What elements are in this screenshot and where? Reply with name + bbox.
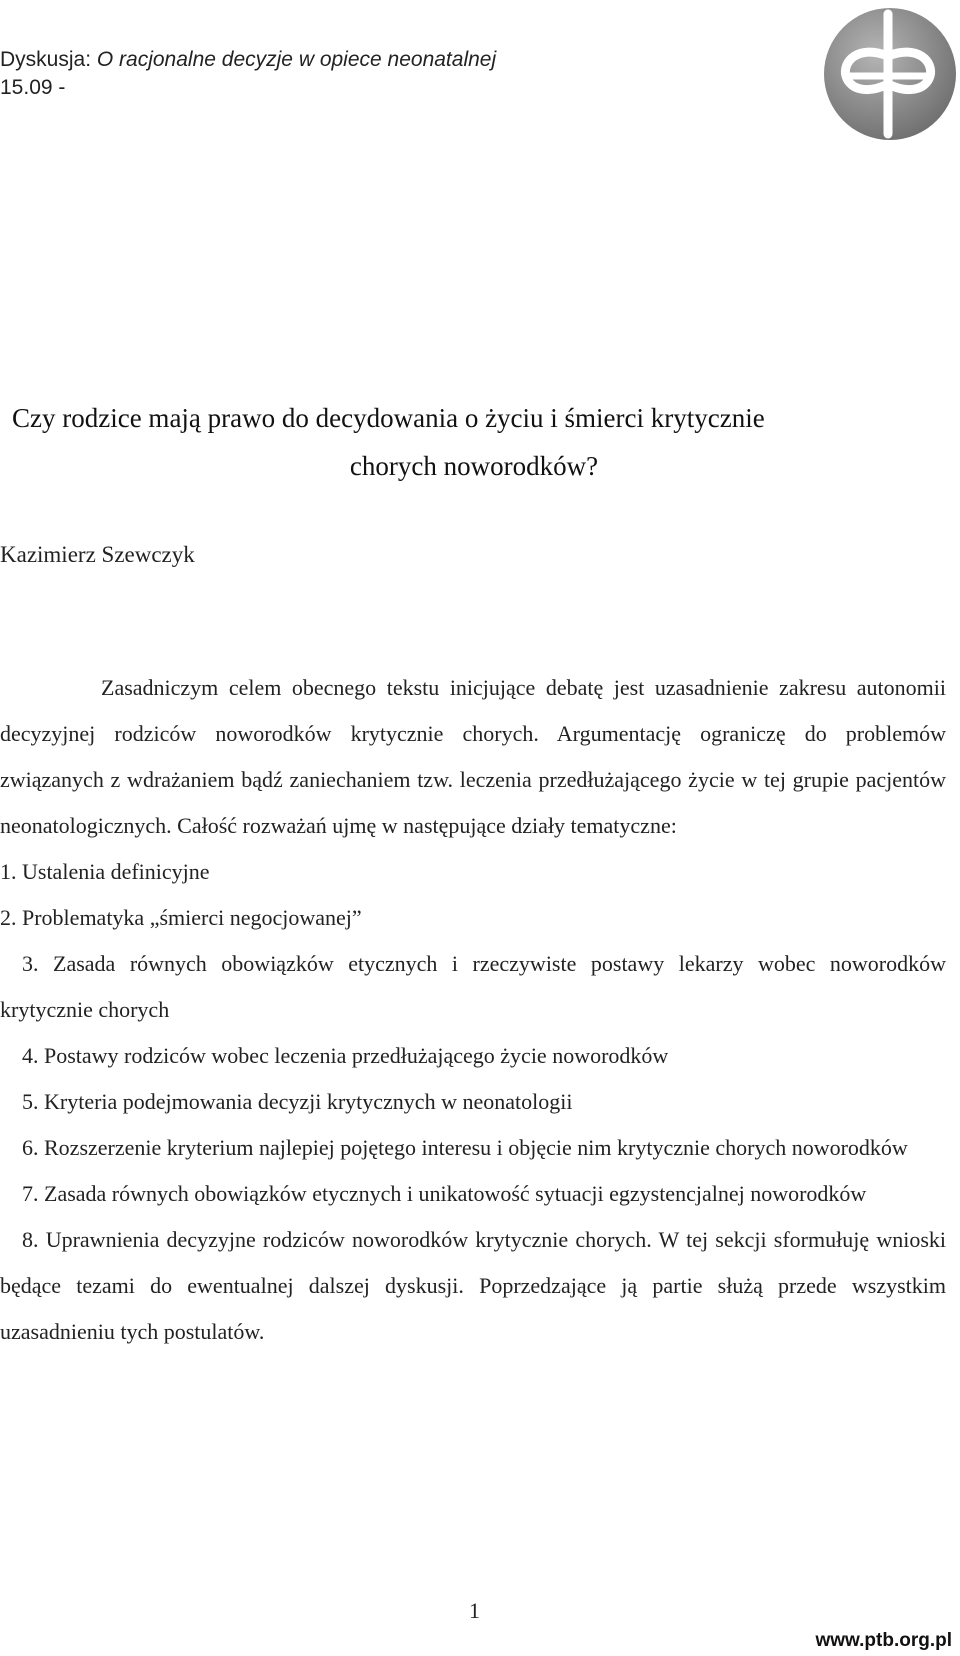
header-label: Dyskusja: — [0, 48, 92, 71]
list-item: 6. Rozszerzenie kryterium najlepiej pojętego interesu i objęcie nim krytycznie chorych noworodków — [22, 1135, 908, 1160]
title-line-2: chorych noworodków? — [349, 451, 599, 481]
ptb-logo-graphic — [818, 4, 958, 144]
list-item: 5. Kryteria podejmowania decyzji krytycznych w neonatologii — [22, 1089, 573, 1114]
list-item: 7. Zasada równych obowiązków etycznych i unikatowość sytuacji egzystencjalnej noworodków — [22, 1181, 867, 1206]
document-title — [0, 394, 948, 490]
intro-paragraph: Zasadniczym celem obecnego tekstu inicjujące debatę jest uzasadnienie zakresu autonomii decyzyjnej rodziców noworodków krytycznie chorych. Argumentację ograniczę do problemów związanych z wdrażaniem bądź zaniechaniem tzw. leczenia przedłużającego życie w tej grupie pacjentów neonatologicznych. Całość rozważań ujmę w następujące działy tematyczne: — [0, 675, 946, 838]
list-item: 2. Problematyka „śmierci negocjowanej” — [0, 905, 362, 930]
page-number: 1 — [469, 1598, 480, 1623]
header-date: 15.09 - — [0, 76, 66, 99]
document-header — [0, 46, 496, 102]
header-subject: O racjonalne decyzje w opiece neonatalnej — [96, 48, 497, 71]
list-item: 4. Postawy rodziców wobec leczenia przedłużającego życie noworodków — [22, 1043, 669, 1068]
title-line-1: Czy rodzice mają prawo do decydowania o życiu i śmierci krytycznie — [12, 403, 765, 433]
document-body — [0, 665, 946, 1355]
ptb-logo-icon — [818, 4, 958, 144]
header-line-1 — [0, 46, 496, 74]
author-name: Kazimierz Szewczyk — [0, 542, 195, 567]
list-item: 3. Zasada równych obowiązków etycznych i rzeczywiste postawy lekarzy wobec noworodków krytycznie chorych — [0, 951, 946, 1022]
footer-url-link[interactable]: www.ptb.org.pl — [815, 1630, 952, 1651]
list-item: 1. Ustalenia definicyjne — [0, 859, 210, 884]
list-item: 8. Uprawnienia decyzyjne rodziców noworodków krytycznie chorych. W tej sekcji sformułuję wnioski będące tezami do ewentualnej dalszej dyskusji. Poprzedzające ją partie służą przede wszystkim uzasadnieniu tych postulatów. — [0, 1227, 946, 1344]
